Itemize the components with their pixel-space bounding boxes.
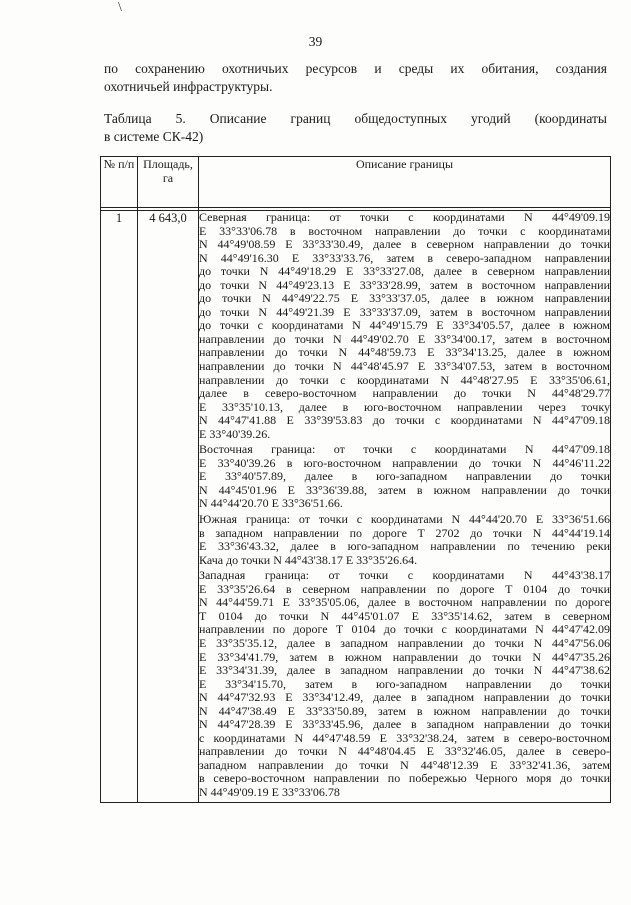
description-line: в западном направлении по дороге Т 2702 до точки N 44°44'19.14 — [199, 525, 610, 540]
row-number: 1 — [101, 211, 138, 803]
description-line: Кача до точки N 44°43'38.17 E 33°35'26.64. — [199, 552, 418, 567]
south-boundary — [199, 513, 610, 567]
description-line: направлении до точки N 44°49'02.70 E 33°34'00.17, затем в восточном — [199, 331, 610, 346]
description-line: до точки с координатами N 44°49'15.79 E 33°34'05.57, далее в южном — [199, 318, 610, 333]
description-line: N 44°47'32.93 E 33°34'12.49, далее в западном направлении до точки — [199, 690, 610, 705]
boundary-description — [199, 211, 611, 803]
header-area: Площадь, га — [138, 157, 199, 208]
boundary-table — [100, 156, 611, 803]
description-line: до точки N 44°49'21.39 E 33°33'37.09, затем в восточном направлении — [199, 304, 610, 319]
description-line: до точки N 44°49'23.13 E 33°33'28.99, затем в восточном направлении — [199, 277, 610, 292]
description-line: направлении по дороге Т 0104 до точки с координатами N 44°47'42.09 — [199, 622, 610, 637]
description-line: E 33°40'57.89, далее в юго-западном направлении до точки — [199, 469, 610, 484]
description-line: N 44°49'09.19 E 33°33'06.78 — [199, 784, 340, 799]
intro-line: по сохранению охотничьих ресурсов и среды их обитания, создания — [104, 61, 607, 76]
description-line: E 33°34'31.39, далее в западном направлении до точки N 44°47'38.62 — [199, 663, 610, 678]
north-boundary — [199, 211, 610, 441]
description-line: E 33°33'06.78 в восточном направлении до точки с координатами — [199, 223, 610, 238]
description-line: N 44°44'20.70 E 33°36'51.66. — [199, 496, 343, 511]
page-number: 39 — [308, 34, 323, 49]
description-line: Восточная граница: от точки с координатами N 44°47'09.18 — [199, 442, 610, 457]
description-line: направлении до точки с координатами N 44°48'27.95 E 33°35'06.61, — [199, 372, 610, 387]
intro-line: охотничьей инфраструктуры. — [104, 79, 273, 94]
description-line: N 44°45'01.96 E 33°36'39.88, затем в южном направлении до точки — [199, 482, 610, 497]
description-line: Т 0104 до точки N 44°45'01.07 E 33°35'14.62, затем в северном — [199, 608, 610, 623]
table-caption-line: в системе СК-42) — [104, 129, 204, 144]
description-line: далее в северо-восточном направлении до точки N 44°48'29.77 — [199, 386, 610, 401]
description-line: до точки N 44°49'22.75 E 33°33'37.05, далее в южном направлении — [199, 291, 610, 306]
intro-paragraph — [104, 60, 607, 96]
header-description: Описание границы — [199, 157, 611, 208]
description-line: Северная граница: от точки с координатами N 44°49'09.19 — [199, 210, 610, 224]
description-line: E 33°34'41.79, затем в южном направлении до точки N 44°47'35.26 — [199, 649, 610, 664]
description-line: направлении до точки N 44°48'59.73 E 33°34'13.25, далее в южном — [199, 345, 610, 360]
table-header-row — [101, 157, 611, 208]
description-line: западном направлении до точки N 44°48'12.39 E 33°32'41.36, затем — [199, 757, 610, 772]
scan-corner-mark: \ — [118, 0, 122, 15]
description-line: E 33°40'39.26 в юго-восточном направлении до точки N 44°46'11.22 — [199, 455, 610, 470]
description-line: N 44°47'38.49 E 33°33'50.89, затем в южном направлении до точки — [199, 703, 610, 718]
east-boundary — [199, 443, 610, 511]
header-number: № п/п — [101, 157, 138, 208]
boundary-segments — [199, 211, 610, 800]
table-caption — [104, 110, 607, 146]
description-line: в северо-восточном направлении по побережью Черного моря до точки — [199, 771, 610, 786]
west-boundary — [199, 569, 610, 799]
description-line: N 44°49'08.59 E 33°33'30.49, далее в северном направлении до точки — [199, 237, 610, 252]
description-line: направлении до точки N 44°48'45.97 E 33°34'07.53, затем в восточном — [199, 359, 610, 374]
description-line: E 33°35'35.12, далее в западном направлении до точки N 44°47'56.06 — [199, 635, 610, 650]
description-line: N 44°47'28.39 E 33°33'45.96, далее в западном направлении до точки — [199, 717, 610, 732]
description-line: N 44°44'59.71 E 33°35'05.06, далее в восточном направлении по дороге — [199, 595, 610, 610]
description-line: Южная граница: от точки с координатами N 44°44'20.70 E 33°36'51.66 — [199, 512, 610, 527]
table-row — [101, 211, 611, 803]
description-line: N 44°49'16.30 E 33°33'33.76, затем в северо-западном направлении — [199, 250, 610, 265]
description-line: E 33°40'39.26. — [199, 426, 271, 441]
description-line: направлении до точки N 44°48'04.45 E 33°32'46.05, далее в северо- — [199, 744, 610, 759]
description-line: E 33°36'43.32, далее в юго-западном направлении по течению реки — [199, 539, 610, 554]
description-line: E 33°34'15.70, затем в юго-западном направлении до точки — [199, 676, 610, 691]
description-line: E 33°35'10.13, далее в юго-восточном направлении через точку — [199, 399, 610, 414]
row-area: 4 643,0 — [138, 211, 199, 803]
description-line: E 33°35'26.64 в северном направлении по дороге Т 0104 до точки — [199, 581, 610, 596]
description-line: N 44°47'41.88 E 33°39'53.83 до точки с координатами N 44°47'09.18 — [199, 413, 610, 428]
description-line: с координатами N 44°47'48.59 E 33°32'38.24, затем в северо-восточном — [199, 730, 610, 745]
table-caption-line: Таблица 5. Описание границ общедоступных угодий (координаты — [104, 111, 607, 126]
description-line: Западная граница: от точки с координатами N 44°43'38.17 — [199, 568, 610, 583]
description-line: до точки N 44°49'18.29 E 33°33'27.08, далее в северном направлении — [199, 264, 610, 279]
